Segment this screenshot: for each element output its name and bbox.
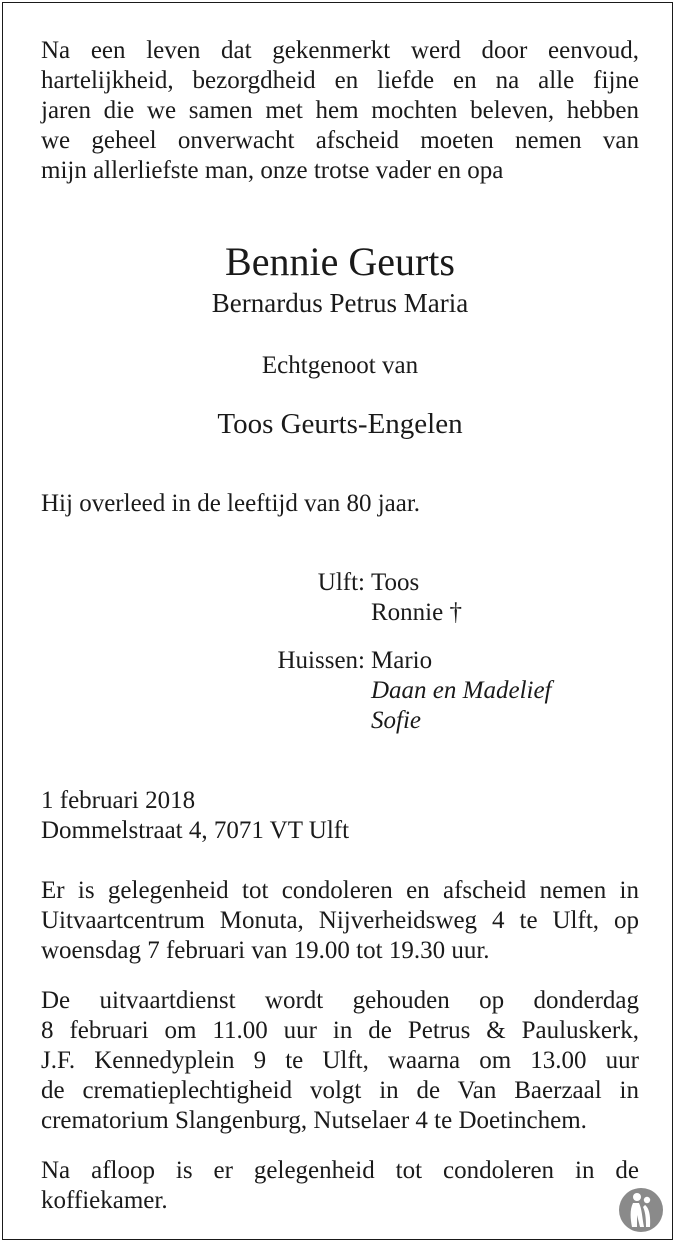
family-member: Daan en Madelief — [371, 677, 552, 704]
family-member: Sofie — [371, 707, 421, 734]
service-line: de crematieplechtigheid volgt in de Van Baerzaal in — [41, 1077, 639, 1104]
relation-label: Echtgenoot van — [261, 352, 419, 379]
address-line: Dommelstraat 4, 7071 VT Ulft — [41, 817, 350, 844]
service-line: J.F. Kennedyplein 9 te Ulft, waarna om 13.00 uur — [41, 1047, 639, 1074]
service-line: crematorium Slangenburg, Nutselaer 4 te Doetinchem. — [41, 1107, 587, 1134]
family-member: Ronnie † — [371, 599, 462, 626]
condolence-line: woensdag 7 februari van 19.00 tot 19.30 uur. — [41, 937, 490, 964]
condolence-line: Uitvaartcentrum Monuta, Nijverheidsweg 4 te Ulft, op — [41, 907, 639, 934]
intro-line: hartelijkheid, bezorgdheid en liefde en na alle fijne — [41, 67, 639, 94]
condolence-line: Er is gelegenheid tot condoleren en afscheid nemen in — [41, 877, 639, 904]
deceased-name: Bennie Geurts — [225, 239, 455, 284]
family-member: Mario — [371, 647, 433, 674]
intro-line: we geheel onverwacht afscheid moeten nemen van — [41, 127, 639, 154]
intro-line: mijn allerliefste man, onze trotse vader en opa — [41, 157, 504, 184]
family-place: Huissen: — [277, 647, 365, 674]
family-group-ulft — [41, 568, 462, 628]
intro-line: jaren die we samen met hem mochten beleven, hebben — [41, 97, 639, 124]
family-names — [371, 646, 552, 736]
after-line: koffiekamer. — [41, 1187, 168, 1214]
after-line: Na afloop is er gelegenheid tot condoleren in de — [41, 1157, 639, 1184]
condolence-paragraph — [41, 876, 639, 966]
memorial-logo-icon — [618, 1187, 664, 1233]
family-group-huissen — [41, 646, 552, 736]
intro-line: Na een leven dat gekenmerkt werd door eenvoud, — [41, 37, 639, 64]
date-line: 1 februari 2018 — [41, 787, 196, 814]
obituary-card — [2, 2, 673, 1240]
family-names — [371, 568, 462, 628]
family-place: Ulft: — [317, 569, 365, 596]
service-paragraph — [41, 986, 639, 1136]
family-member: Toos — [371, 569, 420, 596]
age-line: Hij overleed in de leeftijd van 80 jaar. — [41, 490, 421, 517]
after-paragraph — [41, 1156, 639, 1216]
deceased-full-name: Bernardus Petrus Maria — [211, 288, 469, 318]
service-line: De uitvaartdienst wordt gehouden op donderdag — [41, 987, 639, 1014]
service-line: 8 februari om 11.00 uur in de Petrus & Pauluskerk, — [41, 1017, 639, 1044]
spouse-name: Toos Geurts-Engelen — [217, 408, 463, 440]
intro-paragraph — [41, 36, 639, 186]
